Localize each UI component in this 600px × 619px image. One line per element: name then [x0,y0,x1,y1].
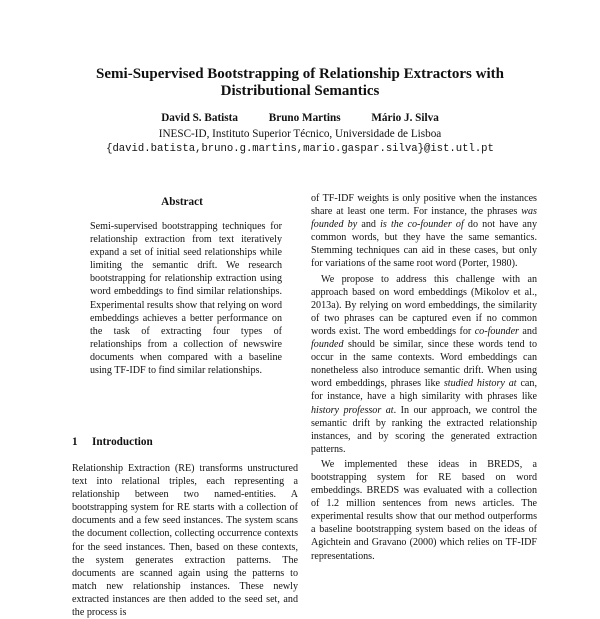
introduction-body [72,462,298,619]
right-paragraph-2: We propose to address this challenge with an approach based on word embeddings (Mikolov et al., 2013a). By relying on word embeddings, the similarity of two phrases can be captured even if no common words exist. The word embeddings for co-founder and founded should be similar, since these words tend to occur in the same contexts. Word embeddings can nonetheless also introduce semantic drift. When using word embeddings, phrases like studied history at can, for instance, have a high similarity with phrases like history professor at. In our approach, we control the semantic drift by ranking the extracted relationship instances, and by scoring the generated extraction patterns. [311,273,537,455]
author-name: Bruno Martins [268,112,341,124]
right-paragraph-1: of TF-IDF weights is only positive when the instances share at least one term. For instance, the phrases was founded by and is the co-founder of do not have any common words, but they have the same semantics. Stemming techniques can aid in these cases, but only for variations of the same root word (Porter, 1980). [311,193,537,270]
abstract-heading: Abstract [161,196,203,208]
intro-paragraph: Relationship Extraction (RE) transforms unstructured text into relational triples, each representing a relationship between two named-entities. A bootstrapping system for RE starts with a collection of documents and a few seed instances. The system scans the document collection, collecting occurrence contexts for the seed instances. Then, based on these contexts, the system generates extraction patterns. The documents are scanned again using the patterns to match new relationship instances. These newly extracted instances are then added to the seed set, and the process is [72,463,298,619]
abstract-body [90,220,282,377]
section-heading-introduction [72,436,302,448]
section-number: 1 [72,436,78,448]
author-emails: {david.batista,bruno.g.martins,mario.gaspar.silva}@ist.utl.pt [106,143,494,155]
title-line-1: Semi-Supervised Bootstrapping of Relationship Extractors with [96,66,504,82]
author-name: Mário J. Silva [371,112,439,124]
author-name: David S. Batista [161,112,238,124]
right-paragraph-3: We implemented these ideas in BREDS, a bootstrapping system for RE based on word embeddings. BREDS was evaluated with a collection of 1.2 million sentences from news articles. The experimental results show that our method outperforms a baseline bootstrapping system based on the ideas of Agichtein and Gravano (2000) which relies on TF-IDF representations. [311,458,537,562]
affiliation: INESC-ID, Instituto Superior Técnico, Universidade de Lisboa [158,128,442,140]
author-list [60,112,540,124]
paper-title [40,66,560,100]
abstract-text: Semi-supervised bootstrapping techniques for relationship extraction from text iteratively expand a set of initial seed relationships while limiting the semantic drift. We research bootstrapping for relationship extraction using word embeddings to find similar relationships. Experimental results show that relying on word embeddings achieves a better performance on the task of extracting four types of relationships from a collection of newswire documents when compared with a baseline using TF-IDF to find similar relationships. [90,221,282,377]
section-title: Introduction [92,436,153,448]
title-line-2: Distributional Semantics [220,83,380,99]
right-column [311,192,537,563]
